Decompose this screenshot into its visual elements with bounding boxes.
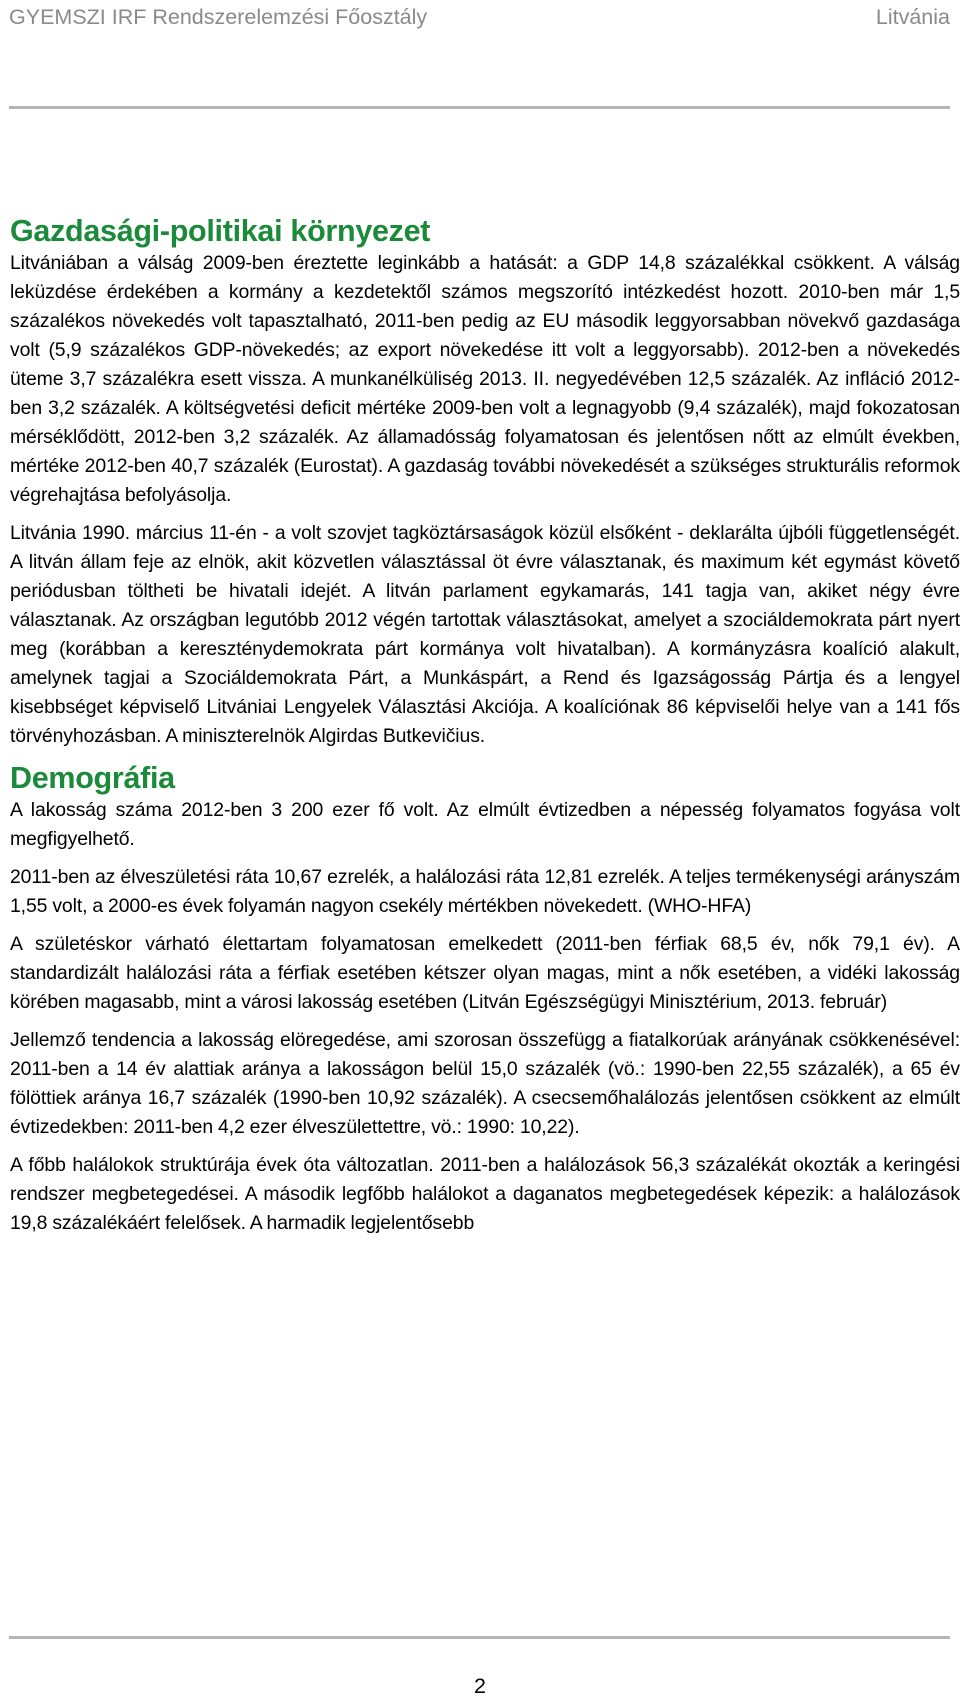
header-country: Litvánia [875, 4, 950, 29]
paragraph-causes-of-death: A főbb halálokok struktúrája évek óta változatlan. 2011-ben a halálozások 56,3 százalékát okozták a keringési rendszer megbetegedései. A második legfőbb halálokot a daganatos megbetegedések képezik: a halálozások 19,8 százalékáért felelősek. A harmadik legjelentősebb [10, 1154, 960, 1234]
header-divider [9, 106, 950, 109]
paragraph-ageing: Jellemző tendencia a lakosság elöregedése, ami szorosan összefügg a fiatalkorúak arányának csökkenésével: 2011-ben a 14 év alattiak aránya a lakosságon belül 15,0 százalék (vö.: 1990-ben 22,55 százalék), a 65 év fölöttiek aránya 16,7 százalék (1990-ben 10,92 százalék). A csecsemőhalálozás jelentősen csökkent az elmúlt évtizedekben: 2011-ben 4,2 ezer élveszülettettre, vö.: 1990: 10,22). [10, 1029, 960, 1138]
document-body [10, 213, 960, 1247]
paragraph-politics: Litvánia 1990. március 11-én - a volt szovjet tagköztársaságok közül elsőként - deklarálta újbóli függetlenségét. A litván állam feje az elnök, akit közvetlen választással öt évre választanak, és maximum két egymást követő periódusban töltheti be hivatali idejét. A litván parlament egykamarás, 141 tagja van, akiket négy évre választanak. Az országban legutóbb 2012 végén tartottak választásokat, amelyet a szociáldemokrata párt nyert meg (korábban a kereszténydemokrata párt kormánya volt hivatalban). A kormányzásra koalíció alakult, amelynek tagjai a Szociáldemokrata Párt, a Munkáspárt, a Rend és Igazságosság Pártja és a lengyel kisebbséget képviselő Litvániai Lengyelek Választási Akciója. A koalíciónak 86 képviselői helye van a 141 fős törvényhozásban. A miniszterelnök Algirdas Butkevičius. [10, 522, 960, 747]
footer-divider [9, 1636, 950, 1639]
paragraph-population: A lakosság száma 2012-ben 3 200 ezer fő volt. Az elmúlt évtizedben a népesség folyamatos fogyása volt megfigyelhető. [10, 799, 960, 850]
section-title-economy: Gazdasági-politikai környezet [10, 214, 431, 248]
header-department: GYEMSZI IRF Rendszerelemzési Főosztály [9, 4, 428, 29]
page-number: 2 [474, 1674, 486, 1698]
paragraph-life-expectancy: A születéskor várható élettartam folyamatosan emelkedett (2011-ben férfiak 68,5 év, nők 79,1 év). A standardizált halálozási ráta a férfiak esetében kétszer olyan magas, mint a nők esetében, a vidéki lakosság körében magasabb, mint a városi lakosság esetében (Litván Egészségügyi Minisztérium, 2013. február) [10, 933, 960, 1013]
page-header [9, 2, 950, 32]
paragraph-economy-1: Litvániában a válság 2009-ben éreztette leginkább a hatását: a GDP 14,8 százalékkal csökkent. A válság leküzdése érdekében a kormány a kezdetektől számos megszorító intézkedést hozott. 2010-ben már 1,5 százalékos növekedés volt tapasztalható, 2011-ben pedig az EU második leggyorsabban növekvő gazdasága volt (5,9 százalékos GDP-növekedés; az export növekedése itt volt a leggyorsabb). 2012-ben a növekedés üteme 3,7 százalékra esett vissza. A munkanélküliség 2013. II. negyedévében 12,5 százalék. Az infláció 2012-ben 3,2 százalék. A költségvetési deficit mértéke 2009-ben volt a legnagyobb (9,4 százalék), majd fokozatosan mérséklődött, 2012-ben 3,2 százalék. Az államadósság folyamatosan és jelentősen nőtt az elmúlt években, mértéke 2012-ben 40,7 százalék (Eurostat). A gazdaság további növekedését a szükséges strukturális reformok végrehajtása befolyásolja. [10, 252, 960, 506]
paragraph-birth-death-rates: 2011-ben az élveszületési ráta 10,67 ezrelék, a halálozási ráta 12,81 ezrelék. A teljes termékenységi arányszám 1,55 volt, a 2000-es évek folyamán nagyon csekély mértékben növekedett. (WHO-HFA) [10, 866, 960, 917]
section-title-demography: Demográfia [10, 761, 175, 795]
